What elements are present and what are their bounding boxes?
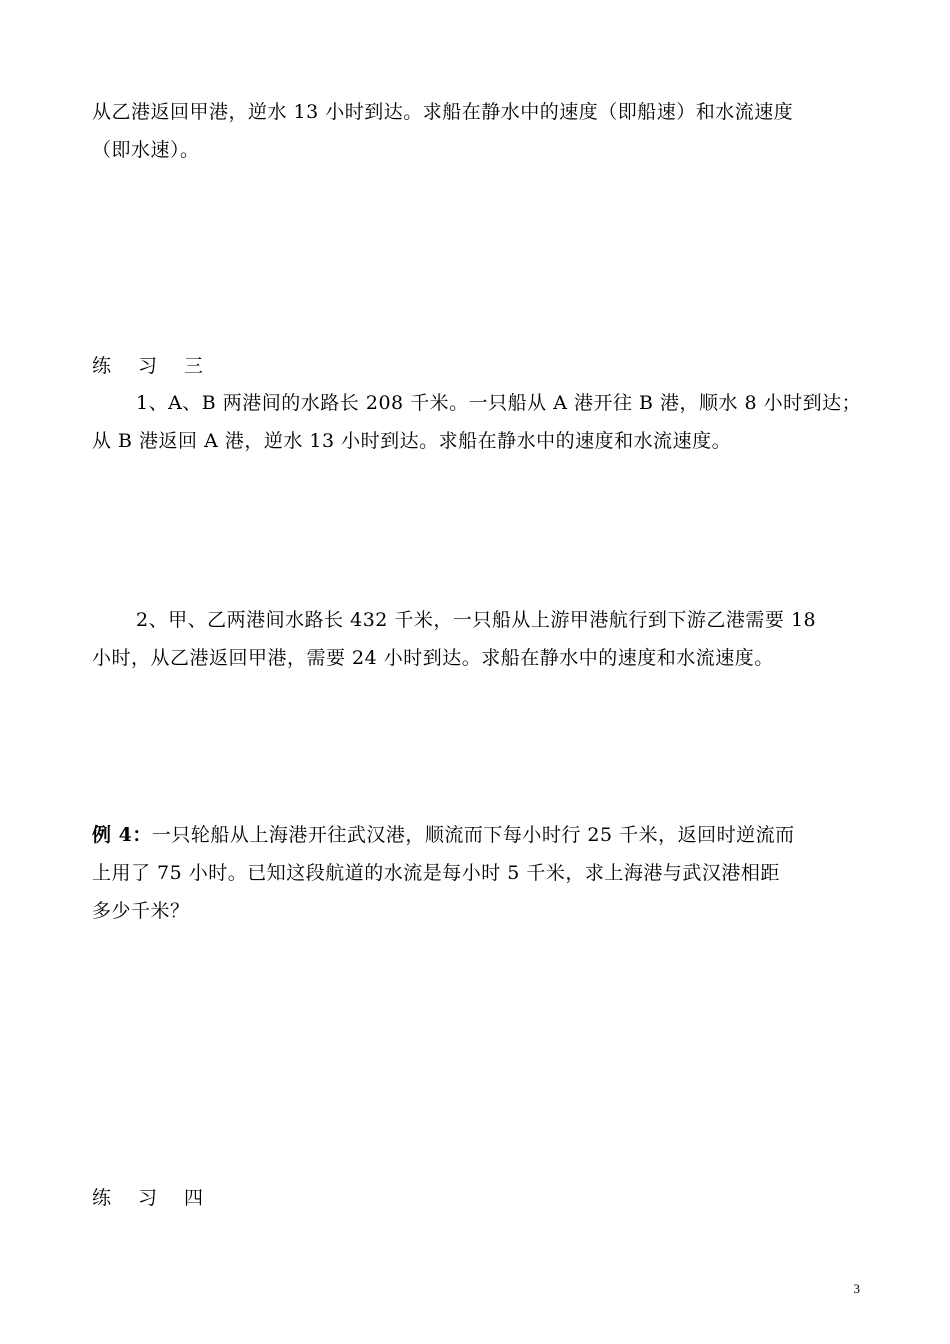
page-number: 3 <box>853 1281 860 1296</box>
exercise-4-heading <box>92 1186 230 1210</box>
example-4-text: 一只轮船从上海港开往武汉港，顺流而下每小时行 25 千米，返回时逆流而 <box>151 824 795 846</box>
intro-line-2: （即水速）。 <box>92 139 200 161</box>
exercise-3-heading <box>92 354 230 378</box>
problem-1-line-2: 从 B 港返回 A 港，逆水 13 小时到达。求船在静水中的速度和水流速度。 <box>92 430 732 452</box>
heading-char: 练 <box>92 355 112 377</box>
problem-2-line-2: 小时，从乙港返回甲港，需要 24 小时到达。求船在静水中的速度和水流速度。 <box>92 647 774 669</box>
example-4-label: 例 4： <box>92 824 152 846</box>
example-4-line-3: 多少千米？ <box>92 900 190 922</box>
heading-char: 习 <box>138 355 158 377</box>
heading-char: 四 <box>184 1187 204 1209</box>
problem-1-line-1: 1、A、B 两港间的水路长 208 千米。一只船从 A 港开往 B 港，顺水 8 小时到达； <box>136 392 862 414</box>
heading-char: 练 <box>92 1187 112 1209</box>
heading-char: 三 <box>184 355 204 377</box>
example-4-line-1 <box>92 823 795 847</box>
problem-2-line-1: 2、甲、乙两港间水路长 432 千米，一只船从上游甲港航行到下游乙港需要 18 <box>136 609 817 631</box>
heading-char: 习 <box>138 1187 158 1209</box>
example-4-line-2: 上用了 75 小时。已知这段航道的水流是每小时 5 千米，求上海港与武汉港相距 <box>92 862 780 884</box>
intro-line-1: 从乙港返回甲港，逆水 13 小时到达。求船在静水中的速度（即船速）和水流速度 <box>92 101 794 123</box>
